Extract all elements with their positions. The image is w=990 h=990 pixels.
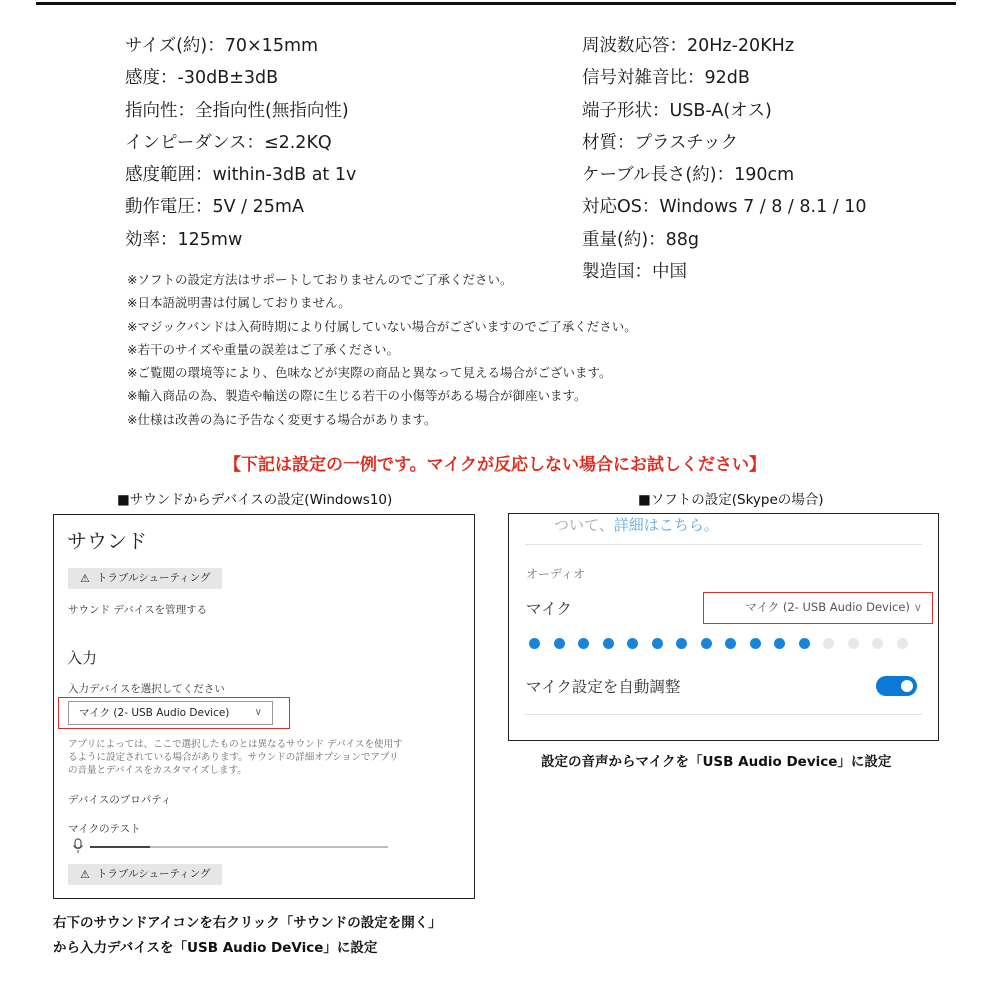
specs-right-item: 信号対雑音比：92dB — [582, 68, 750, 89]
manage-sound-devices-link[interactable]: サウンド デバイスを管理する — [68, 604, 208, 616]
microphone-icon — [72, 838, 84, 854]
level-dot-active — [725, 638, 736, 649]
microphone-device-value: マイク (2- USB Audio Device) — [745, 600, 910, 614]
spec-list-left — [125, 30, 356, 256]
notes-list — [127, 268, 637, 431]
settings-example-title: 【下記は設定の一例です。マイクが反応しない場合にお試しください】 — [224, 455, 766, 475]
chevron-down-icon: ∨ — [913, 600, 922, 614]
toggle-knob — [901, 680, 913, 692]
level-dot-active — [750, 638, 761, 649]
troubleshoot-button-top[interactable] — [68, 568, 222, 589]
troubleshoot-label: トラブルシューティング — [96, 572, 211, 584]
specs-left-item: 感度範囲：within-3dB at 1v — [125, 165, 357, 186]
learn-more-text — [554, 514, 719, 535]
notes-item: ※若干のサイズや重量の誤差はご了承ください。 — [127, 341, 399, 357]
device-properties-link[interactable]: デバイスのプロパティ — [68, 794, 172, 806]
level-dot-active — [652, 638, 663, 649]
specs-right-item: ケーブル長さ(約)：190cm — [582, 165, 795, 186]
specs-left-item: 効率：125mw — [125, 229, 243, 250]
notes-item: ※マジックバンドは入荷時期により付属していない場合がございますのでご了承ください。 — [127, 318, 637, 334]
level-dot-active — [774, 638, 785, 649]
troubleshoot-label: トラブルシューティング — [96, 868, 211, 880]
specs-right-item: 材質：プラスチック — [582, 132, 739, 153]
skype-section-heading: ■ソフトの設定(Skypeの場合) — [638, 492, 824, 508]
level-dot-active — [676, 638, 687, 649]
mic-level-fill — [90, 846, 150, 848]
auto-adjust-label: マイク設定を自動調整 — [526, 678, 681, 696]
level-dot-active — [603, 638, 614, 649]
notes-item: ※ご覧閲の環境等により、色味などが実際の商品と異なって見える場合がございます。 — [127, 365, 612, 381]
specs-right-item: 周波数応答：20Hz-20KHz — [582, 36, 795, 56]
warning-icon: ⚠ — [80, 868, 90, 881]
notes-item: ※仕様は改善の為に予告なく変更する場合があります。 — [127, 411, 437, 427]
learn-more-prefix: ついて、 — [554, 516, 614, 534]
specs-right-item: 端子形状：USB-A(オス) — [582, 100, 772, 121]
level-dot-inactive — [823, 638, 834, 649]
specs-left-item: サイズ(約)：70×15mm — [125, 36, 319, 56]
specs-right-item: 重量(約)：88g — [582, 229, 700, 250]
windows-sound-settings-screenshot — [53, 514, 475, 899]
divider — [525, 714, 922, 715]
mic-level-meter — [529, 638, 929, 650]
specs-right-item: 製造国：中国 — [582, 262, 687, 283]
level-dot-inactive — [848, 638, 859, 649]
windows-caption-line2: から入力デバイスを「USB Audio DeVice」に設定 — [53, 940, 378, 956]
troubleshoot-button-bottom[interactable] — [68, 864, 222, 885]
windows-caption-line1: 右下のサウンドアイコンを右クリック「サウンドの設定を開く」 — [53, 915, 442, 931]
top-divider — [36, 2, 956, 5]
level-dot-active — [799, 638, 810, 649]
level-dot-inactive — [872, 638, 883, 649]
divider — [525, 544, 922, 545]
notes-item: ※輸入商品の為、製造や輸送の際に生じる若干の小傷等がある場合が御座います。 — [127, 388, 587, 404]
audio-section-label: オーディオ — [526, 567, 586, 581]
auto-adjust-toggle[interactable] — [876, 676, 917, 696]
spec-list-right — [582, 30, 867, 288]
notes-item: ※ソフトの設定方法はサポートしておりませんのでご了承ください。 — [127, 272, 513, 287]
level-dot-active — [554, 638, 565, 649]
input-device-dropdown[interactable] — [68, 701, 273, 725]
level-dot-active — [627, 638, 638, 649]
windows-section-heading: ■サウンドからデバイスの設定(Windows10) — [117, 492, 393, 508]
specs-left-item: 指向性：全指向性(無指向性) — [125, 100, 349, 121]
chevron-down-icon: ∨ — [254, 707, 262, 718]
input-device-description: アプリによっては、ここで選択したものとは異なるサウンド デバイスを使用するように設定されている場合があります。サウンドの詳細オプションでアプリの音量とデバイスをカスタマイズします。 — [68, 739, 403, 776]
specs-left-item: 感度：-30dB±3dB — [125, 68, 279, 89]
level-dot-inactive — [897, 638, 908, 649]
sound-page-title: サウンド — [67, 529, 147, 553]
level-dot-active — [578, 638, 589, 649]
warning-icon: ⚠ — [80, 572, 90, 585]
microphone-dropdown[interactable] — [703, 592, 933, 624]
mic-test-label: マイクのテスト — [68, 823, 141, 835]
specs-left-item: 動作電圧：5V / 25mA — [125, 197, 304, 218]
level-dot-active — [701, 638, 712, 649]
choose-input-label: 入力デバイスを選択してください — [68, 683, 225, 695]
microphone-label: マイク — [526, 600, 572, 618]
input-heading: 入力 — [67, 649, 98, 667]
learn-more-link[interactable]: 詳細はこちら。 — [613, 516, 719, 534]
input-device-value: マイク (2- USB Audio Device) — [79, 707, 230, 719]
level-dot-active — [529, 638, 540, 649]
specs-left-item: インピーダンス：≤2.2KQ — [125, 132, 332, 153]
specs-right-item: 対応OS：Windows 7 / 8 / 8.1 / 10 — [582, 197, 867, 218]
notes-item: ※日本語説明書は付属しておりません。 — [127, 295, 351, 311]
skype-caption: 設定の音声からマイクを「USB Audio Device」に設定 — [541, 754, 892, 770]
skype-audio-settings-screenshot — [508, 513, 939, 741]
